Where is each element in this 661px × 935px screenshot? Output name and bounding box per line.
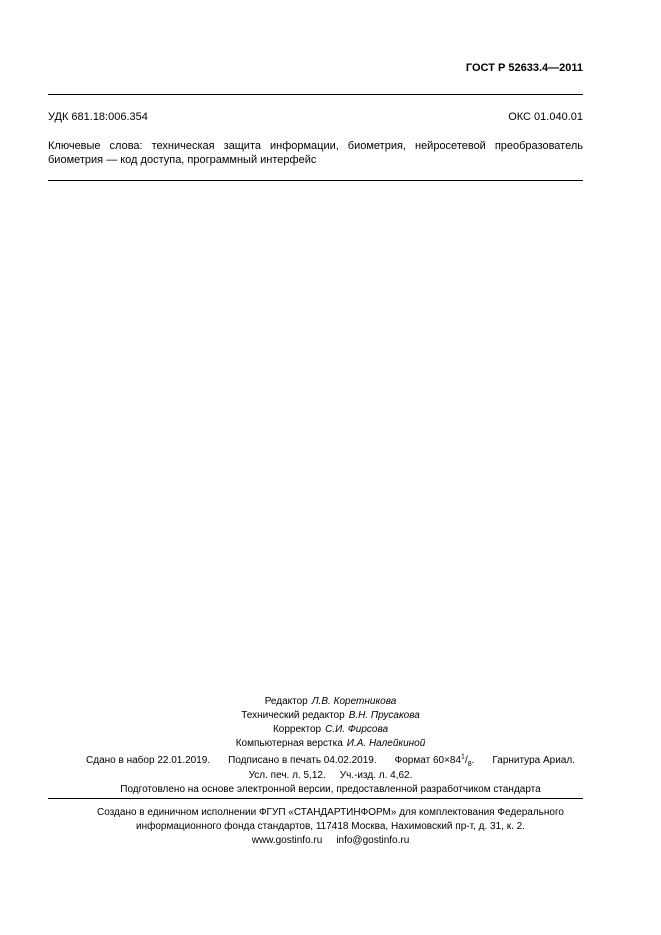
- standard-code: ГОСТ Р 52633.4—2011: [465, 62, 583, 74]
- credit-layout: [0, 737, 661, 751]
- credits-block: [0, 695, 661, 751]
- credit-role: Корректор: [272, 724, 322, 735]
- credit-role: Технический редактор: [241, 710, 345, 721]
- credit-tech-editor: [0, 709, 661, 723]
- header-divider: [48, 94, 583, 95]
- udk-code: УДК 681.18:006.354: [48, 111, 148, 123]
- paper-format: Формат $60\times 84^1/_8$.: [394, 753, 475, 768]
- credit-proofreader: [0, 723, 661, 737]
- footer-line-1: Создано в единичном исполнении ФГУП «СТАНДАРТИНФОРМ» для комплектования Федерального: [97, 807, 564, 818]
- publication-info: [0, 754, 661, 798]
- keywords-block: [48, 139, 583, 167]
- credit-name: И.А. Налейкиной: [346, 738, 426, 749]
- footer-divider: [48, 798, 583, 799]
- credit-role: Редактор: [264, 696, 308, 707]
- footer-block: [0, 806, 661, 848]
- pub-sheets: Уч.-изд. л. 4,62.: [339, 769, 413, 781]
- footer-contacts: [0, 834, 661, 848]
- typeface: Гарнитура Ариал.: [492, 755, 575, 766]
- email-link[interactable]: info@gostinfo.ru: [336, 835, 410, 846]
- credit-role: Компьютерная верстка: [235, 738, 343, 749]
- credit-name: В.Н. Прусакова: [348, 710, 420, 721]
- footer-line-2: информационного фонда стандартов, 117418 Москва, Нахимовский пр-т, д. 31, к. 2.: [136, 821, 525, 832]
- credit-name: Л.В. Коретникова: [311, 696, 397, 707]
- publication-line-1: [0, 754, 661, 769]
- publication-line-2: [0, 769, 661, 784]
- website-link[interactable]: www.gostinfo.ru: [251, 835, 323, 846]
- keywords-divider: [48, 180, 583, 181]
- credit-name: С.И. Фирсова: [325, 724, 389, 735]
- keywords-line-1: Ключевые слова: техническая защита информации, биометрия, нейросетевой преобразователь: [48, 140, 583, 152]
- prepared-note: Подготовлено на основе электронной версии, предоставленной разработчиком стандарта: [120, 784, 541, 795]
- submitted-date: Сдано в набор 22.01.2019.: [86, 755, 211, 766]
- signed-date: Подписано в печать 04.02.2019.: [228, 755, 377, 766]
- keywords-line-2: биометрия — код доступа, программный интерфейс: [48, 154, 317, 166]
- credit-editor: [0, 695, 661, 709]
- oks-code: ОКС 01.040.01: [508, 111, 583, 123]
- print-sheets: Усл. печ. л. 5,12.: [248, 769, 326, 781]
